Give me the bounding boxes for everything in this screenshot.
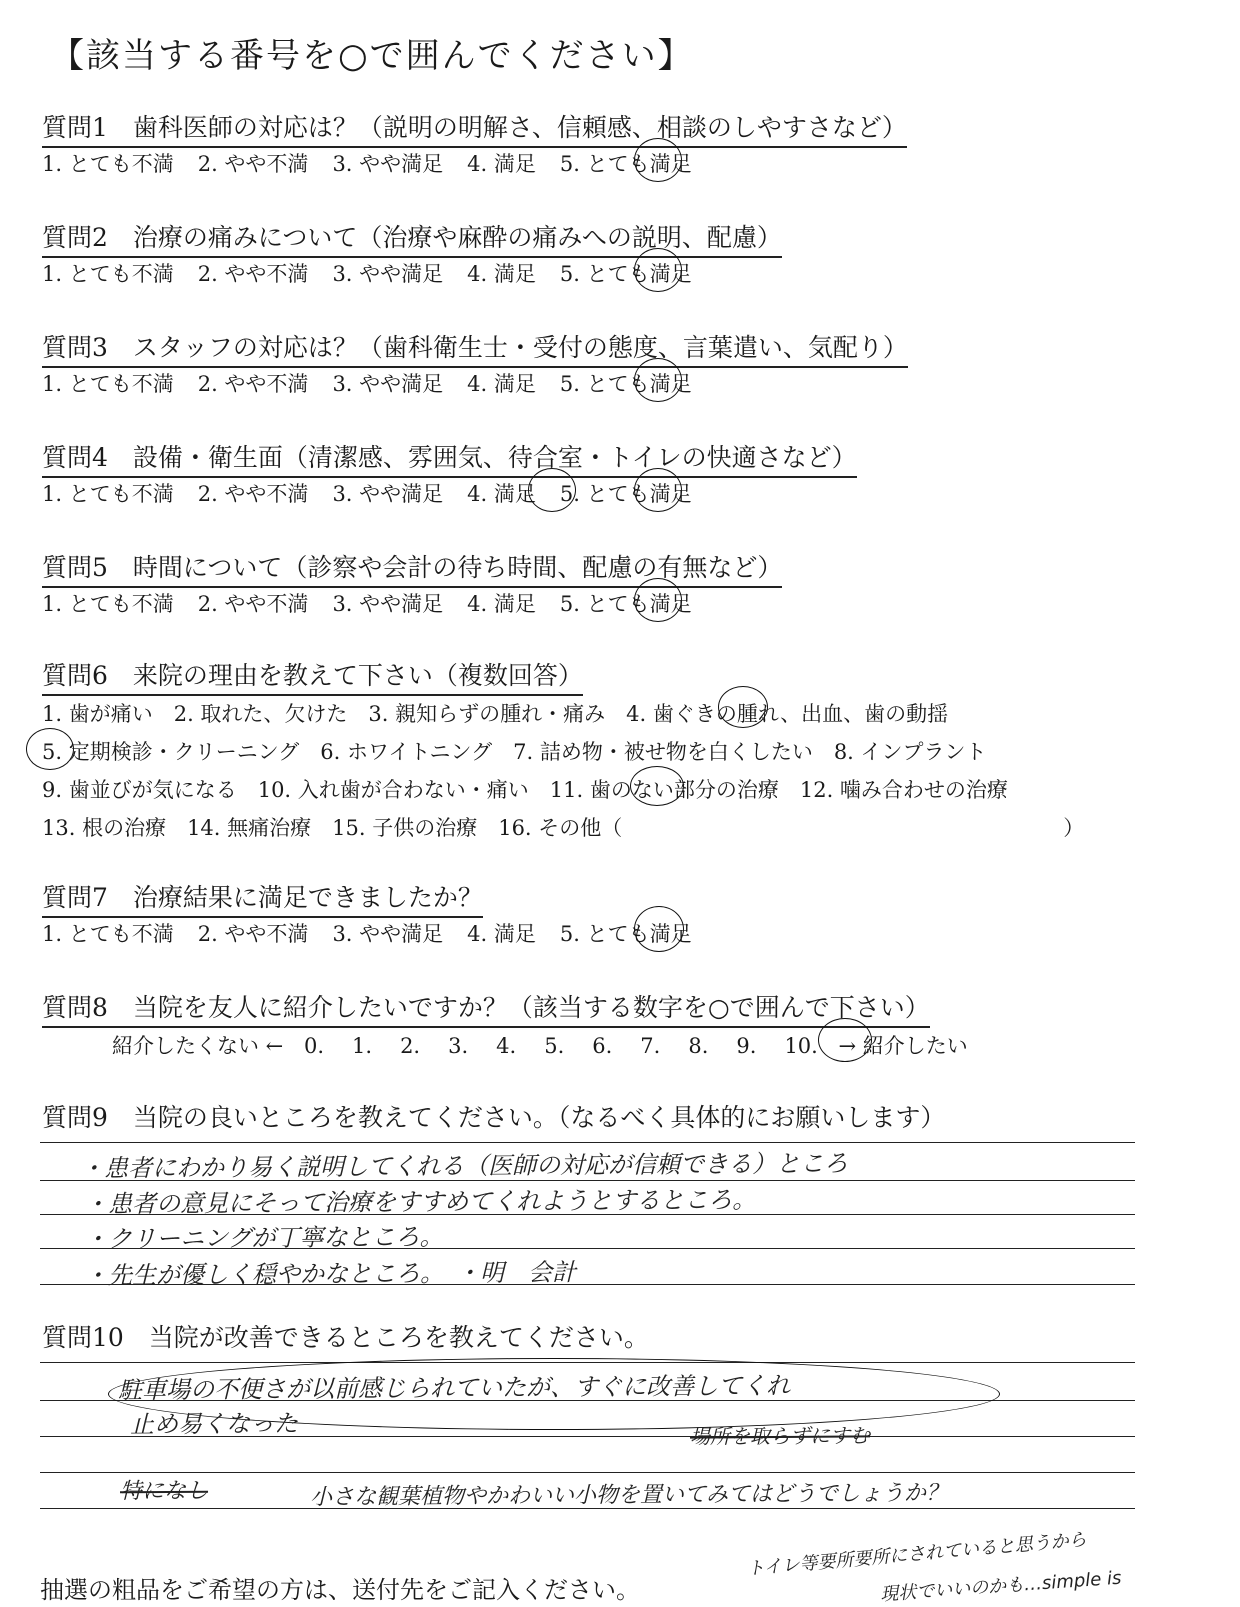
q10-answer-1: 駐車場の不便さが以前感じられていたが、すぐに改善してくれ [117,1371,791,1405]
q8-scale-9: 9. [736,1034,757,1058]
q3-heading: 質問3 スタッフの対応は？（歯科衛生士・受付の態度、言葉遣い、気配り） [42,328,908,368]
q6-row-3: 9. 歯並びが気になる 10. 入れ歯が合わない・痛い 11. 歯のない部分の治療 12. 噛み合わせの治療 [42,778,1008,802]
q9-answer-2: ・患者の意見にそって治療をすすめてくれようとするところ。 [83,1185,757,1219]
q4-opt-5: 5. とても満足 [559,482,692,506]
q8-left-label: 紹介したくない ← [112,1034,284,1058]
q10-answer-3-struck: 場所を取らずにすむ [689,1423,871,1449]
q2-opt-2: 2. やや不満 [197,262,309,286]
q10-answer-2: 止め易くなった [129,1409,299,1439]
q5-circle-5 [634,578,682,622]
q8-scale-2: 2. [400,1034,421,1058]
q8-scale-3: 3. [448,1034,469,1058]
q8-circle-selected [818,1018,872,1062]
q8-scale-6: 6. [592,1034,613,1058]
q6-row-2: 5. 定期検診・クリーニング 6. ホワイトニング 7. 詰め物・被せ物を白くしたい 8. インプラント [42,740,987,764]
q10-answer-7: 現状でいいのかも…simple is [879,1567,1123,1606]
q1-heading: 質問1 歯科医師の対応は？（説明の明解さ、信頼感、相談のしやすさなど） [42,108,907,148]
q6-row-4: 13. 根の治療 14. 無痛治療 15. 子供の治療 16. その他（ ） [42,816,1085,840]
q9-answer-3: ・クリーニングが丁寧なところ。 [83,1222,444,1254]
q7-heading: 質問7 治療結果に満足できましたか？ [42,878,483,918]
q8-scale-8: 8. [688,1034,709,1058]
q7-circle-5 [634,906,684,952]
q1-opt-2: 2. やや不満 [197,152,309,176]
q9-answer-4: ・先生が優しく穏やかなところ。 ・明 会計 [83,1258,577,1290]
q2-circle-5 [634,248,682,292]
q1-opt-4: 4. 満足 [467,152,536,176]
q10-answer-4-struck: 特になし [119,1478,209,1505]
q5-heading: 質問5 時間について（診察や会計の待ち時間、配慮の有無など） [42,548,782,588]
q6-heading: 質問6 来院の理由を教えて下さい（複数回答） [42,656,583,696]
q5-opt-1: 1. とても不満 [42,592,174,616]
q2-opt-4: 4. 満足 [467,262,536,286]
q5-opt-4: 4. 満足 [467,592,536,616]
q6-circle-4 [718,686,768,728]
q4-options [42,478,716,508]
q3-opt-5: 5. とても満足 [559,372,692,396]
q3-opt-4: 4. 満足 [467,372,536,396]
q6-circle-5 [26,728,74,770]
q2-options [42,258,716,288]
q3-opt-3: 3. やや満足 [332,372,444,396]
q8-scale-0: 0. [303,1034,325,1058]
page-title: 【該当する番号を○で囲んでください】 [50,36,694,76]
q10-answer-6: トイレ等要所要所にされていると思うから [745,1529,1088,1580]
q1-opt-3: 3. やや満足 [332,152,444,176]
q8-right-label: → 紹介したい [838,1034,968,1058]
q7-opt-2: 2. やや不満 [197,922,309,946]
q6-circle-11 [630,766,684,806]
q7-opt-1: 1. とても不満 [42,922,174,946]
q6-row-1: 1. 歯が痛い 2. 取れた、欠けた 3. 親知らずの腫れ・痛み 4. 歯ぐきの腫れ、出血、歯の動揺 [42,702,949,726]
q4-circle-4 [528,468,576,512]
q7-options [42,918,716,948]
q2-heading: 質問2 治療の痛みについて（治療や麻酔の痛みへの説明、配慮） [42,218,782,258]
q3-circle-5 [634,358,682,402]
q1-opt-5: 5. とても満足 [559,152,692,176]
q4-heading: 質問4 設備・衛生面（清潔感、雰囲気、待合室・トイレの快適さなど） [42,438,857,478]
q5-options [42,588,716,618]
q1-opt-1: 1. とても不満 [42,152,174,176]
q9-heading: 質問9 当院の良いところを教えてください。（なるべく具体的にお願いします） [42,1103,946,1132]
q9-answer-1: ・患者にわかり易く説明してくれる（医師の対応が信頼できる）ところ [79,1149,849,1183]
q3-opt-2: 2. やや不満 [197,372,309,396]
q8-scale [290,1034,832,1058]
q4-opt-3: 3. やや満足 [332,482,444,506]
q7-opt-3: 3. やや満足 [332,922,444,946]
q5-opt-2: 2. やや不満 [197,592,309,616]
q8-scale-10: 10. [784,1034,818,1058]
q1-options [42,148,716,178]
q10-answer-5: 小さな観葉植物やかわいい小物を置いてみてはどうでしょうか？ [309,1480,949,1511]
q2-opt-3: 3. やや満足 [332,262,444,286]
q8-scale-4: 4. [496,1034,517,1058]
q5-opt-5: 5. とても満足 [559,592,692,616]
q1-circle-5 [634,138,682,182]
q8-scale-1: 1. [352,1034,373,1058]
q8-scale-5: 5. [544,1034,565,1058]
q4-opt-2: 2. やや不満 [197,482,309,506]
q8-scale-7: 7. [640,1034,661,1058]
q7-opt-4: 4. 満足 [467,922,536,946]
q4-opt-4: 4. 満足 [467,482,536,506]
q8-heading: 質問8 当院を友人に紹介したいですか？（該当する数字を○で囲んで下さい） [42,988,930,1028]
q7-opt-5: 5. とても満足 [559,922,692,946]
q3-opt-1: 1. とても不満 [42,372,174,396]
q3-options [42,368,716,398]
q4-circle-5 [634,468,682,512]
q2-opt-1: 1. とても不満 [42,262,174,286]
footer-note: 抽選の粗品をご希望の方は、送付先をご記入ください。 [40,1576,640,1604]
q5-opt-3: 3. やや満足 [332,592,444,616]
q2-opt-5: 5. とても満足 [559,262,692,286]
q4-opt-1: 1. とても不満 [42,482,174,506]
q10-heading: 質問10 当院が改善できるところを教えてください。 [42,1323,649,1352]
